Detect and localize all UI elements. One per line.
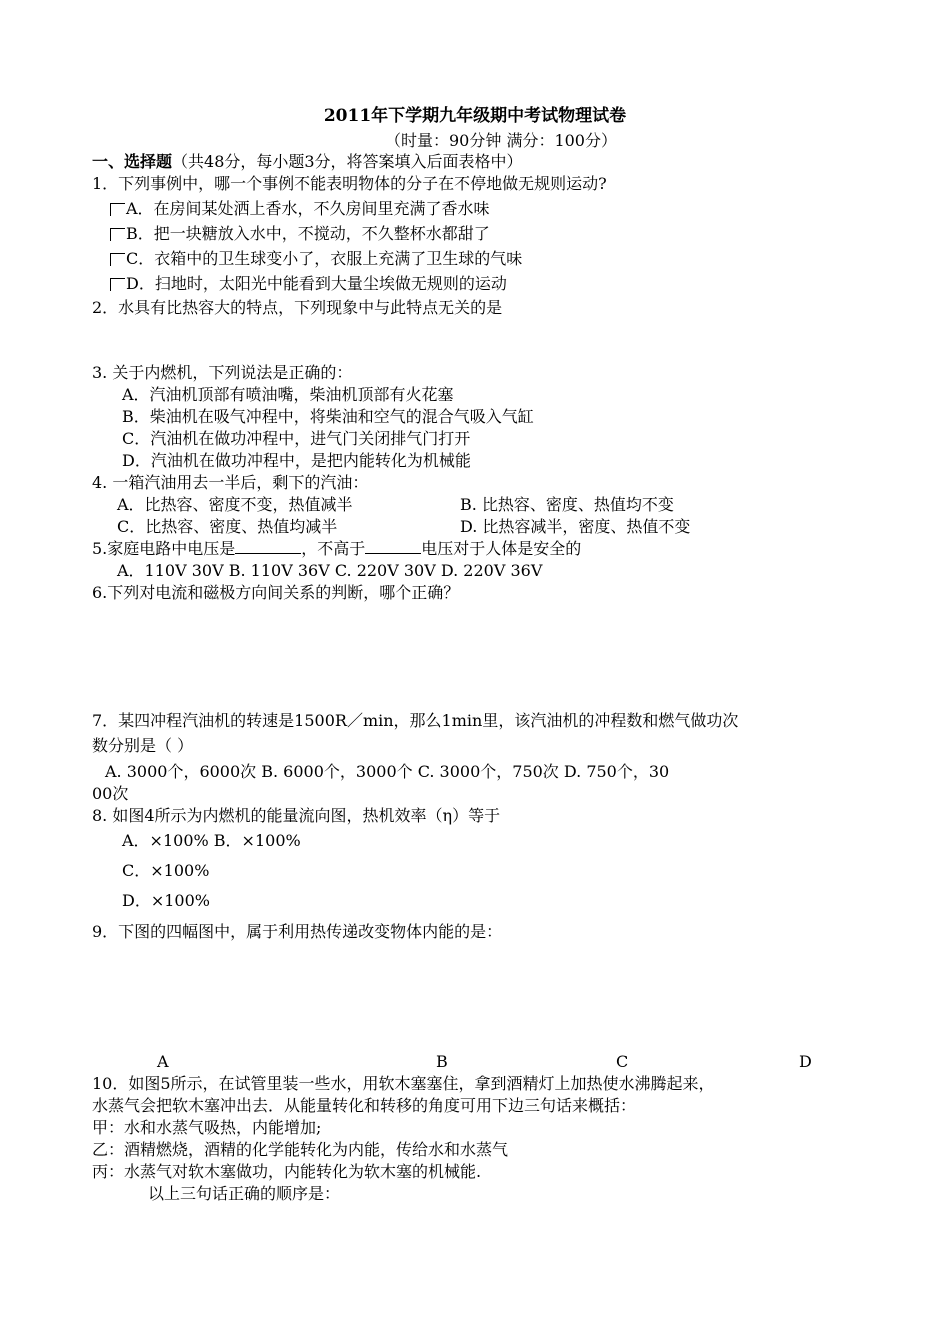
question-4-option-c: C．比热容、密度、热值均减半	[117, 517, 338, 536]
question-2-stem: 2．水具有比热容大的特点，下列现象中与此特点无关的是	[92, 298, 503, 317]
page-title: 2011年下学期九年级期中考试物理试卷	[323, 106, 627, 126]
figure-label-c: C	[616, 1052, 629, 1071]
question-8-option-c: C．×100%	[122, 861, 210, 880]
question-3-option-d: D．汽油机在做功冲程中，是把内能转化为机械能	[122, 451, 471, 470]
question-10-statement-yi: 乙：酒精燃烧，酒精的化学能转化为内能，传给水和水蒸气	[92, 1140, 509, 1159]
question-7-stem-line1: 7．某四冲程汽油机的转速是1500R／min，那么1min里，该汽油机的冲程数和燃气做功次	[92, 711, 739, 730]
question-10-statement-jia: 甲：水和水蒸气吸热，内能增加;	[92, 1118, 322, 1137]
question-3-stem: 3. 关于内燃机，下列说法是正确的：	[92, 363, 353, 382]
question-9-stem: 9．下图的四幅图中，属于利用热传递改变物体内能的是：	[92, 922, 503, 941]
question-8-stem: 8. 如图4所示为内燃机的能量流向图，热机效率（η）等于	[92, 806, 501, 825]
question-3-option-a: A．汽油机顶部有喷油嘴，柴油机顶部有火花塞	[122, 385, 454, 404]
option-text: D．扫地时，太阳光中能看到大量尘埃做无规则的运动	[126, 274, 507, 293]
stem-part: 5.家庭电路中电压是	[92, 539, 236, 558]
question-5-options: A．110V 30V B. 110V 36V C. 220V 30V D. 220V 36V	[117, 561, 543, 580]
question-10-statement-bing: 丙：水蒸气对软木塞做功，内能转化为软木塞的机械能.	[92, 1162, 482, 1181]
question-1-option-a	[110, 199, 490, 219]
question-3-option-b: B．柴油机在吸气冲程中，将柴油和空气的混合气吸入气缸	[122, 407, 534, 426]
stem-part: ，不高于	[301, 539, 366, 558]
question-7-stem-line2: 数分别是（ ）	[92, 736, 194, 755]
question-4-stem: 4. 一箱汽油用去一半后，剩下的汽油：	[92, 473, 369, 492]
question-1-option-d	[110, 274, 507, 294]
question-4-option-d: D. 比热容减半，密度、热值不变	[460, 517, 691, 536]
question-3-option-c: C．汽油机在做功冲程中，进气门关闭排气门打开	[122, 429, 471, 448]
figure-label-a: A	[157, 1052, 169, 1071]
bracket-mark	[110, 278, 125, 291]
option-text: A．在房间某处洒上香水，不久房间里充满了香水味	[126, 199, 490, 218]
question-4-option-b: B. 比热容、密度、热值均不变	[460, 495, 674, 514]
figure-label-d: D	[799, 1052, 812, 1071]
section-note: （共48分，每小题3分，将答案填入后面表格中）	[172, 152, 523, 171]
question-5-stem	[92, 539, 581, 559]
question-1-stem: 1．下列事例中，哪一个事例不能表明物体的分子在不停地做无规则运动?	[92, 174, 607, 193]
question-6-stem: 6.下列对电流和磁极方向间关系的判断，哪个正确？	[92, 583, 460, 602]
question-7-options-line1: A. 3000个，6000次 B. 6000个，3000个 C. 3000个，750次 D. 750个，30	[105, 762, 670, 781]
option-text: C．衣箱中的卫生球变小了，衣服上充满了卫生球的气味	[126, 249, 523, 268]
bracket-mark	[110, 203, 125, 216]
question-1-option-b	[110, 224, 490, 244]
exam-info: （时量：90分钟 满分：100分）	[385, 131, 617, 150]
option-text: B．把一块糖放入水中，不搅动，不久整杯水都甜了	[126, 224, 490, 243]
section-heading	[92, 152, 523, 172]
answer-blank	[365, 539, 421, 554]
question-8-options-ab: A．×100% B．×100%	[122, 831, 301, 850]
section-title: 一、选择题	[92, 152, 173, 171]
stem-part: 电压对于人体是安全的	[421, 539, 582, 558]
question-4-option-a: A．比热容、密度不变，热值减半	[117, 495, 353, 514]
question-10-order: 以上三句话正确的顺序是：	[148, 1184, 341, 1203]
question-7-options-line2: 00次	[92, 784, 129, 803]
figure-label-b: B	[436, 1052, 448, 1071]
bracket-mark	[110, 228, 125, 241]
question-8-option-d: D．×100%	[122, 891, 210, 910]
question-1-option-c	[110, 249, 522, 269]
question-10-stem-line1: 10．如图5所示，在试管里装一些水，用软木塞塞住，拿到酒精灯上加热使水沸腾起来，	[92, 1074, 715, 1093]
bracket-mark	[110, 253, 125, 266]
answer-blank	[235, 539, 301, 554]
question-10-stem-line2: 水蒸气会把软木塞冲出去．从能量转化和转移的角度可用下边三句话来概括：	[92, 1096, 637, 1115]
